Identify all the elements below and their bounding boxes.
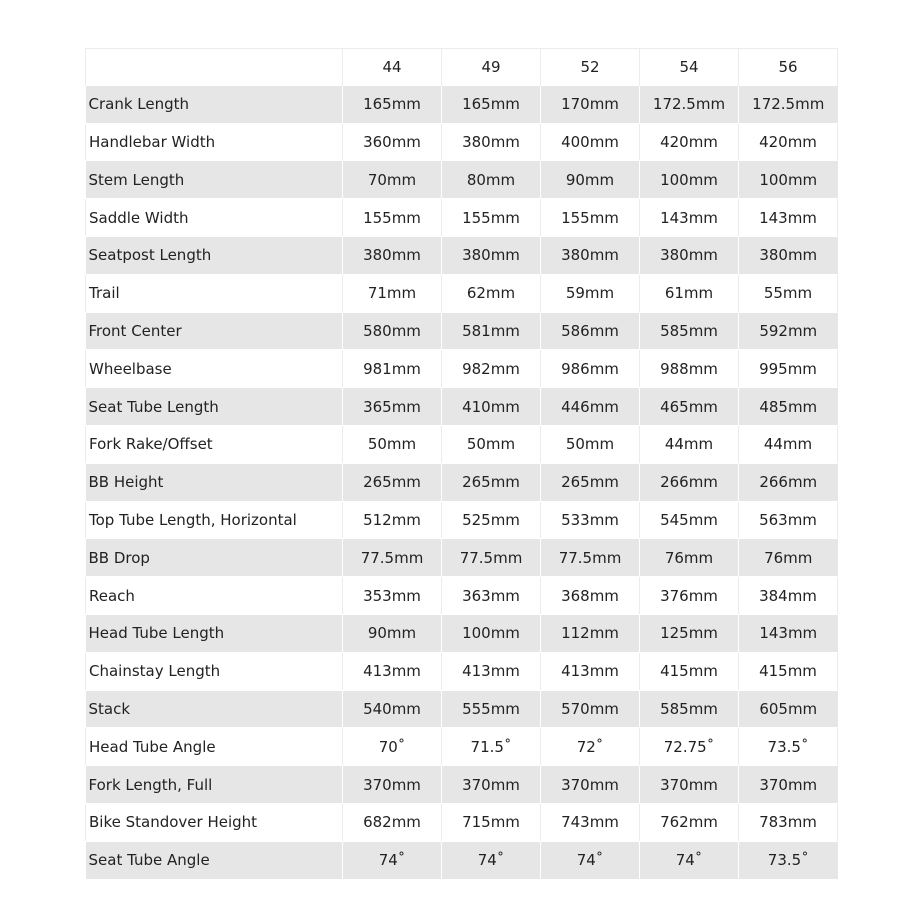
value-cell: 400mm [541,123,640,161]
value-cell: 125mm [640,614,739,652]
table-row [86,350,838,388]
value-cell: 592mm [739,312,838,350]
value-cell: 72˚ [541,728,640,766]
geometry-table [85,48,838,880]
row-label: Head Tube Angle [86,728,343,766]
table-row [86,425,838,463]
row-label: Stem Length [86,161,343,199]
value-cell: 44mm [640,425,739,463]
size-header-52: 52 [541,49,640,86]
value-cell: 172.5mm [739,86,838,123]
value-cell: 112mm [541,614,640,652]
table-row [86,501,838,539]
value-cell: 77.5mm [442,539,541,577]
value-cell: 512mm [343,501,442,539]
value-cell: 581mm [442,312,541,350]
value-cell: 585mm [640,690,739,728]
value-cell: 90mm [343,614,442,652]
size-header-49: 49 [442,49,541,86]
table-row [86,577,838,615]
value-cell: 72.75˚ [640,728,739,766]
row-label: Wheelbase [86,350,343,388]
row-label: Bike Standover Height [86,803,343,841]
value-cell: 570mm [541,690,640,728]
value-cell: 545mm [640,501,739,539]
table-row [86,841,838,879]
value-cell: 70˚ [343,728,442,766]
table-row [86,236,838,274]
value-cell: 555mm [442,690,541,728]
value-cell: 783mm [739,803,838,841]
table-row [86,274,838,312]
table-row [86,690,838,728]
table-row [86,161,838,199]
table-row [86,652,838,690]
table-header [86,49,838,86]
row-label: Head Tube Length [86,614,343,652]
header-row [86,49,838,86]
value-cell: 465mm [640,388,739,426]
value-cell: 525mm [442,501,541,539]
value-cell: 384mm [739,577,838,615]
value-cell: 563mm [739,501,838,539]
value-cell: 61mm [640,274,739,312]
row-label: Fork Rake/Offset [86,425,343,463]
value-cell: 100mm [739,161,838,199]
table-row [86,614,838,652]
table-body [86,86,838,879]
row-label: Top Tube Length, Horizontal [86,501,343,539]
value-cell: 172.5mm [640,86,739,123]
value-cell: 415mm [640,652,739,690]
row-label: Fork Length, Full [86,766,343,804]
value-cell: 380mm [343,236,442,274]
row-label: Chainstay Length [86,652,343,690]
row-label: Front Center [86,312,343,350]
value-cell: 170mm [541,86,640,123]
value-cell: 165mm [442,86,541,123]
size-header-56: 56 [739,49,838,86]
value-cell: 580mm [343,312,442,350]
table-row [86,123,838,161]
table-row [86,388,838,426]
table-row [86,463,838,501]
value-cell: 50mm [541,425,640,463]
value-cell: 380mm [640,236,739,274]
row-label: Crank Length [86,86,343,123]
value-cell: 74˚ [343,841,442,879]
value-cell: 265mm [442,463,541,501]
value-cell: 370mm [541,766,640,804]
value-cell: 80mm [442,161,541,199]
row-label: Seat Tube Angle [86,841,343,879]
value-cell: 90mm [541,161,640,199]
value-cell: 420mm [640,123,739,161]
value-cell: 986mm [541,350,640,388]
value-cell: 380mm [541,236,640,274]
value-cell: 44mm [739,425,838,463]
value-cell: 265mm [541,463,640,501]
row-label: BB Drop [86,539,343,577]
value-cell: 533mm [541,501,640,539]
value-cell: 74˚ [541,841,640,879]
row-label: Reach [86,577,343,615]
value-cell: 266mm [640,463,739,501]
table-row [86,539,838,577]
value-cell: 143mm [739,614,838,652]
value-cell: 586mm [541,312,640,350]
value-cell: 380mm [442,236,541,274]
value-cell: 71.5˚ [442,728,541,766]
value-cell: 485mm [739,388,838,426]
value-cell: 415mm [739,652,838,690]
value-cell: 370mm [640,766,739,804]
value-cell: 995mm [739,350,838,388]
value-cell: 73.5˚ [739,841,838,879]
value-cell: 762mm [640,803,739,841]
value-cell: 363mm [442,577,541,615]
value-cell: 155mm [541,199,640,237]
value-cell: 368mm [541,577,640,615]
value-cell: 988mm [640,350,739,388]
row-label: Saddle Width [86,199,343,237]
row-label: Handlebar Width [86,123,343,161]
row-label: Seat Tube Length [86,388,343,426]
value-cell: 155mm [442,199,541,237]
value-cell: 413mm [343,652,442,690]
table-row [86,312,838,350]
value-cell: 265mm [343,463,442,501]
value-cell: 155mm [343,199,442,237]
table-row [86,199,838,237]
value-cell: 743mm [541,803,640,841]
value-cell: 981mm [343,350,442,388]
value-cell: 71mm [343,274,442,312]
value-cell: 77.5mm [541,539,640,577]
value-cell: 365mm [343,388,442,426]
value-cell: 77.5mm [343,539,442,577]
value-cell: 353mm [343,577,442,615]
value-cell: 585mm [640,312,739,350]
row-label: Trail [86,274,343,312]
table-row [86,766,838,804]
value-cell: 76mm [739,539,838,577]
value-cell: 982mm [442,350,541,388]
value-cell: 50mm [343,425,442,463]
row-label: Seatpost Length [86,236,343,274]
value-cell: 100mm [442,614,541,652]
value-cell: 74˚ [442,841,541,879]
value-cell: 50mm [442,425,541,463]
value-cell: 715mm [442,803,541,841]
value-cell: 59mm [541,274,640,312]
value-cell: 413mm [442,652,541,690]
value-cell: 70mm [343,161,442,199]
value-cell: 76mm [640,539,739,577]
value-cell: 55mm [739,274,838,312]
value-cell: 370mm [442,766,541,804]
value-cell: 410mm [442,388,541,426]
value-cell: 540mm [343,690,442,728]
value-cell: 380mm [739,236,838,274]
value-cell: 376mm [640,577,739,615]
row-label: Stack [86,690,343,728]
value-cell: 682mm [343,803,442,841]
value-cell: 74˚ [640,841,739,879]
value-cell: 143mm [739,199,838,237]
value-cell: 165mm [343,86,442,123]
table-row [86,86,838,123]
value-cell: 370mm [739,766,838,804]
value-cell: 73.5˚ [739,728,838,766]
size-header-54: 54 [640,49,739,86]
table-row [86,803,838,841]
value-cell: 370mm [343,766,442,804]
value-cell: 143mm [640,199,739,237]
row-label: BB Height [86,463,343,501]
value-cell: 360mm [343,123,442,161]
value-cell: 266mm [739,463,838,501]
value-cell: 62mm [442,274,541,312]
value-cell: 605mm [739,690,838,728]
value-cell: 100mm [640,161,739,199]
value-cell: 446mm [541,388,640,426]
value-cell: 420mm [739,123,838,161]
value-cell: 380mm [442,123,541,161]
table-row [86,728,838,766]
value-cell: 413mm [541,652,640,690]
header-corner-cell [86,49,343,86]
size-header-44: 44 [343,49,442,86]
